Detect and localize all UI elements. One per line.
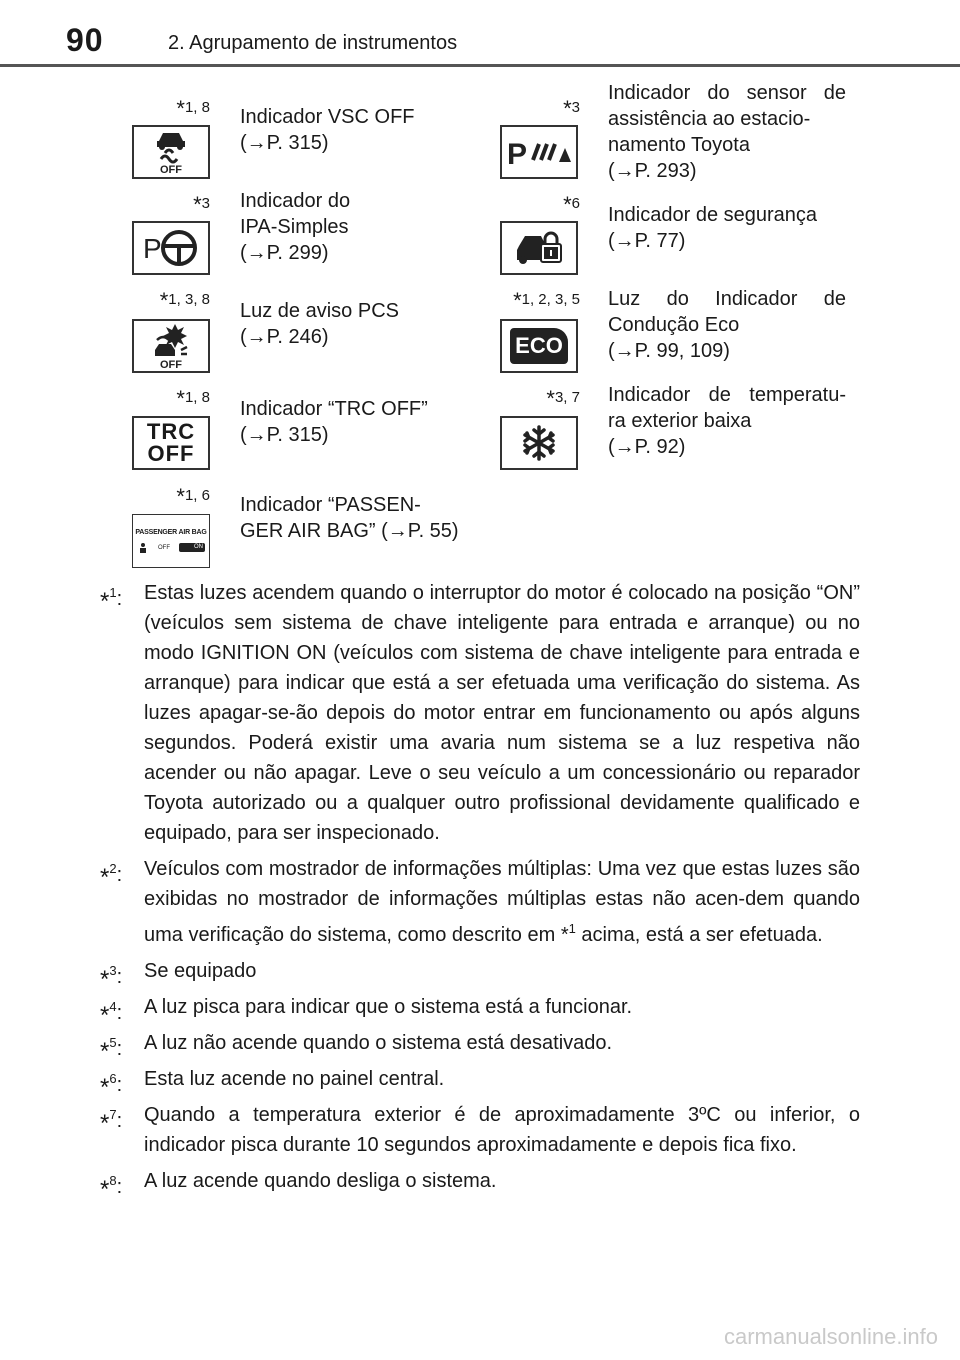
footnote-mark: *3 [193, 192, 210, 217]
ipa-steering-icon [132, 221, 210, 275]
trc-label: TRC [146, 419, 196, 444]
security-lock-icon [500, 221, 578, 275]
footnote: *$^5$: A luz não acende quando o sistema está desativado. [100, 1032, 613, 1065]
page-number: 90 [66, 22, 104, 58]
footnotes [100, 578, 860, 1202]
page-header [0, 0, 960, 66]
indicator-description: Indicador de segurança (→P. 77) [608, 204, 818, 252]
indicator-description: Luz de aviso PCS (→P. 246) [240, 300, 399, 348]
header-rule [0, 64, 960, 67]
indicator-description: Indicador “PASSEN- GER AIR BAG” (→P. 55) [240, 494, 459, 542]
indicator-description: Indicador do IPA-Simples (→P. 299) [240, 190, 351, 264]
footnote: *$^1$: Estas luzes acendem quando o interruptor do motor é colocado na posição “ON” (veículos sem sistema de chave inteligente para entrada e arranque) ou no modo IGNITION ON (veículos com sistema de chave inteligente para entrada e arranque) para indicar que está a ser efetuada uma verificação do sistema. As luzes apagar-se-ão depois do motor entrar em funcionamento ou após alguns segundos. Poderá existir uma avaria num sistema se a luz respetiva não acender ou não apagar. Leve o seu veículo a um concessionário ou reparador Toyota autorizado ou a qualquer outro profissional devidamente qualificado e equipado, para ser inspecionado. [100, 582, 860, 844]
footnote: *$^8$: A luz acende quando desliga o sistema. [100, 1170, 497, 1203]
off-label: OFF [147, 441, 195, 466]
footnote-mark: *1, 3, 8 [159, 288, 210, 313]
eco-icon [500, 319, 578, 373]
airbag-label: PASSENGER AIR BAG [135, 528, 207, 536]
off-label: OFF [160, 164, 182, 175]
indicator-description: Indicador “TRC OFF” (→P. 315) [240, 398, 428, 446]
passenger-airbag-icon [132, 514, 210, 568]
eco-label: ECO [510, 328, 568, 364]
pcs-off-icon [132, 319, 210, 373]
footnote-mark: *1, 2, 3, 5 [513, 288, 580, 313]
footnote-mark: *1, 8 [176, 96, 210, 121]
footnote: *$^7$: Quando a temperatura exterior é de aproximadamente 3ºC ou inferior, o indicador pisca durante 10 segundos aproximadamente e depois fica fixo. [100, 1104, 860, 1156]
footnote-mark: *6 [563, 192, 580, 217]
footnote-mark: *3, 7 [546, 386, 580, 411]
footnote-mark: *1, 6 [176, 484, 210, 509]
indicator-description: Indicador VSC OFF (→P. 315) [240, 106, 415, 154]
vsc-off-icon [132, 125, 210, 179]
footnote: *$^3$: Se equipado [100, 960, 257, 993]
airbag-on-text: ON [179, 543, 205, 552]
svg-text:P: P [507, 138, 528, 171]
indicator-description: Indicador de temperatu- ra exterior baixa (→P. 92) [608, 384, 846, 458]
indicator-description: Indicador do sensor de assistência ao estacio- namento Toyota (→P. 293) [608, 82, 846, 182]
watermark: carmanualsonline.info [723, 1324, 938, 1349]
footnote: *$^2$: Veículos com mostrador de informações múltiplas: Uma vez que estas luzes são exibidas no mostrador de informações múltiplas estas não acen-dem quando uma verificação do sistema, como descrito em *$^1$ acima, está a ser efetuada. [100, 858, 860, 946]
indicator-description: Luz do Indicador de Condução Eco (→P. 99, 109) [608, 288, 846, 362]
section-title: 2. Agrupamento de instrumentos [168, 32, 458, 54]
footnote-mark: *1, 8 [176, 386, 210, 411]
footnote-mark: *3 [563, 96, 580, 121]
snowflake-icon [500, 416, 578, 470]
parking-sensor-icon [500, 125, 578, 179]
footnote: *$^6$: Esta luz acende no painel central. [100, 1068, 445, 1101]
airbag-off-text: OFF [158, 544, 170, 551]
svg-text:P: P [143, 233, 162, 264]
trc-off-icon [132, 416, 210, 470]
seat-icon [137, 542, 149, 554]
off-label: OFF [160, 359, 182, 370]
footnote: *$^4$: A luz pisca para indicar que o sistema está a funcionar. [100, 996, 633, 1029]
